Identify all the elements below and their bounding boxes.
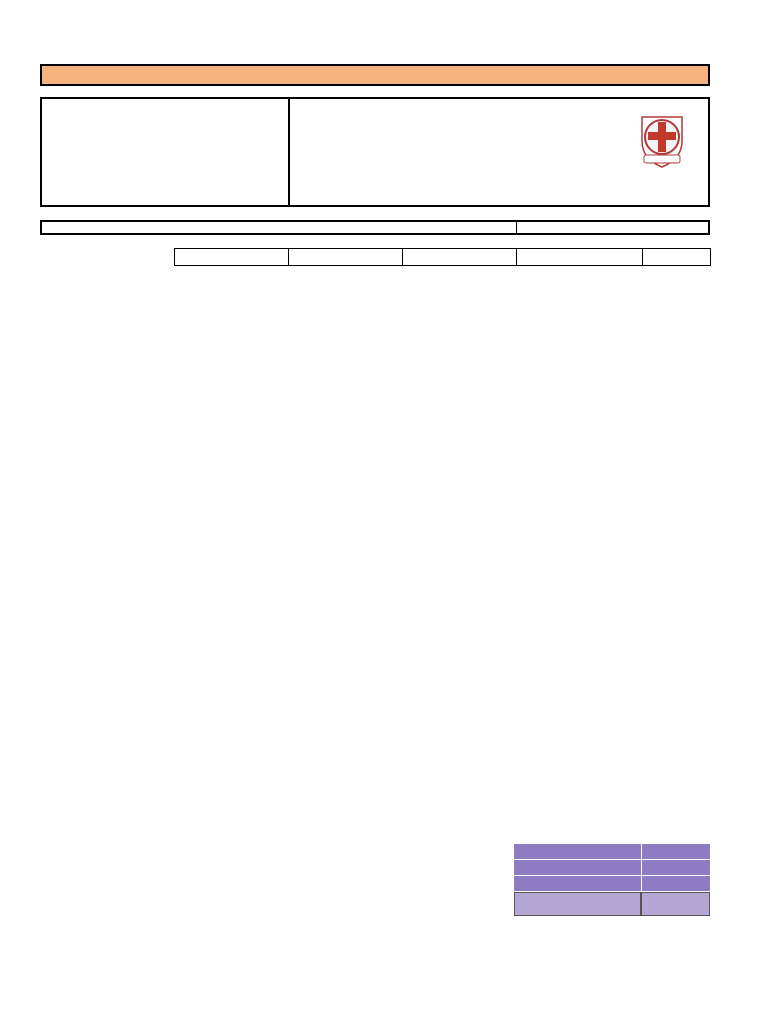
exigencia-value [641,876,710,892]
header-puntos [642,249,710,266]
exigencia-row [514,876,710,892]
exigencia-label [514,876,641,892]
rubric-table-top [40,248,711,266]
page-title [40,64,710,86]
calificacion-label [514,892,641,916]
info-box [40,97,710,207]
school-crest-icon [636,113,688,171]
puntos-maximo-label [514,860,641,876]
name-course-bar [40,220,710,235]
puntos-maximo-value [641,860,710,876]
totals-panel [514,844,710,916]
header-level-1 [516,249,642,266]
puntos-maximo-row [514,860,710,876]
calificacion-row [514,892,710,916]
puntos-label [514,844,641,860]
header-criterios [40,249,174,266]
header-level-4 [174,249,288,266]
intro-text [42,99,290,205]
header-level-3 [288,249,402,266]
calificacion-value [641,892,710,916]
steps-section [290,99,708,205]
rubric-header-row [40,249,710,266]
header-level-2 [402,249,516,266]
puntos-row [514,844,710,860]
puntos-value [641,844,710,860]
